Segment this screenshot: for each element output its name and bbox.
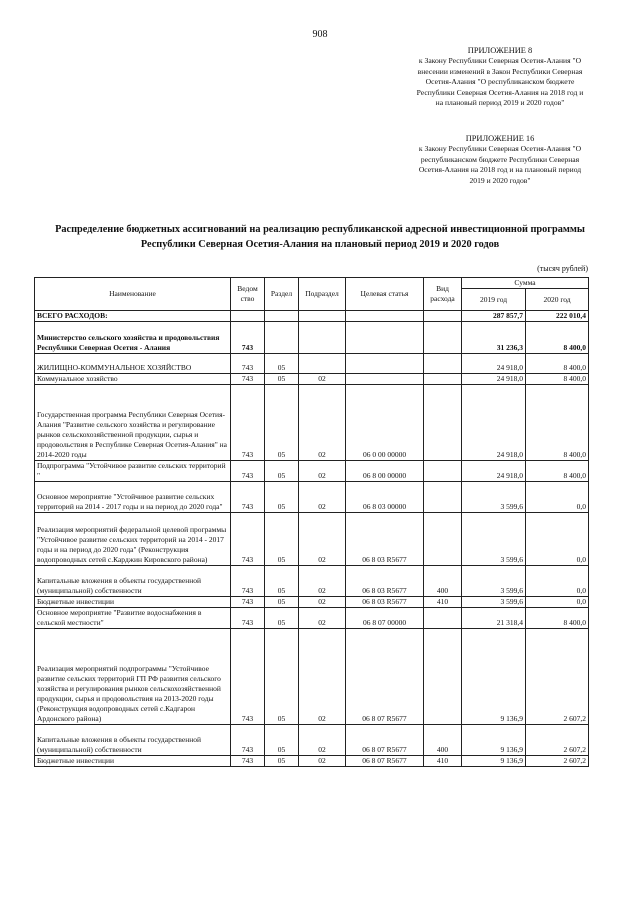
page-number: 908 — [312, 29, 328, 40]
appendix-8-text: к Закону Республики Северная Осетия-Алания "О внесении изменений в Закон Республики Северная Осетия-Алания "О республиканском бюджете Республики Северная Осетия-Алания на 2018 год и на плановый период 2019 и 2020 годов" — [416, 56, 584, 108]
row-ministry: 743 — [231, 628, 265, 724]
row-subsection: 02 — [299, 374, 346, 385]
row-target: 06 8 00 00000 — [346, 461, 424, 482]
row-target — [346, 354, 424, 374]
row-2020: 0,0 — [526, 512, 589, 565]
row-subsection — [299, 311, 346, 322]
row-name: Бюджетные инвестиции — [35, 755, 231, 766]
row-2019: 9 136,9 — [462, 755, 526, 766]
row-2019: 3 599,6 — [462, 565, 526, 596]
row-section: 05 — [265, 481, 299, 512]
row-name: Основное мероприятие "Развитие водоснабжения в сельской местности" — [35, 607, 231, 628]
row-ministry: 743 — [231, 481, 265, 512]
row-ministry: 743 — [231, 461, 265, 482]
row-target: 06 8 03 R5677 — [346, 565, 424, 596]
row-ministry: 743 — [231, 385, 265, 461]
row-ministry — [231, 311, 265, 322]
row-2020: 8 400,0 — [526, 374, 589, 385]
row-subsection — [299, 322, 346, 354]
appendix-16-text: к Закону Республики Северная Осетия-Алания "О республиканском бюджете Республики Северная Осетия-Алания на 2018 год и на плановый период 2019 и 2020 годов" — [418, 144, 582, 185]
row-target — [346, 322, 424, 354]
row-2019: 24 918,0 — [462, 385, 526, 461]
row-subsection: 02 — [299, 607, 346, 628]
row-2020: 2 607,2 — [526, 755, 589, 766]
row-ministry: 743 — [231, 607, 265, 628]
row-2019: 3 599,6 — [462, 596, 526, 607]
row-target: 06 8 03 R5677 — [346, 512, 424, 565]
row-2020: 0,0 — [526, 565, 589, 596]
row-name: Коммунальное хозяйство — [35, 374, 231, 385]
header-target: Целевая статья — [346, 278, 424, 311]
row-2019: 24 918,0 — [462, 374, 526, 385]
row-section: 05 — [265, 724, 299, 755]
row-subsection: 02 — [299, 565, 346, 596]
row-name: ВСЕГО РАСХОДОВ: — [35, 311, 231, 322]
row-subsection: 02 — [299, 755, 346, 766]
row-target: 06 8 03 R5677 — [346, 596, 424, 607]
row-expense-type — [424, 512, 462, 565]
appendix-8-heading: ПРИЛОЖЕНИЕ 8 — [467, 46, 533, 55]
appendix-16-block — [412, 134, 588, 186]
header-ministry: Ведом ство — [231, 278, 265, 311]
table-body — [35, 311, 589, 767]
row-section: 05 — [265, 628, 299, 724]
row-section: 05 — [265, 374, 299, 385]
row-target: 06 0 00 00000 — [346, 385, 424, 461]
table-row — [35, 596, 589, 607]
row-expense-type — [424, 385, 462, 461]
row-section — [265, 322, 299, 354]
row-target: 06 8 07 00000 — [346, 607, 424, 628]
row-expense-type — [424, 374, 462, 385]
document-title: Распределение бюджетных ассигнований на реализацию республиканской адресной инвестиционной программы Республики Северная Осетия-Алания на плановый период 2019 и 2020 годов — [55, 224, 585, 250]
row-2019: 9 136,9 — [462, 628, 526, 724]
row-ministry: 743 — [231, 322, 265, 354]
row-name: Бюджетные инвестиции — [35, 596, 231, 607]
row-expense-type — [424, 354, 462, 374]
row-2019: 24 918,0 — [462, 354, 526, 374]
row-subsection: 02 — [299, 512, 346, 565]
row-2019: 24 918,0 — [462, 461, 526, 482]
row-2020: 8 400,0 — [526, 322, 589, 354]
appendix-16-heading: ПРИЛОЖЕНИЕ 16 — [465, 134, 535, 143]
row-subsection: 02 — [299, 481, 346, 512]
row-2019: 287 857,7 — [462, 311, 526, 322]
header-subsection: Подраздел — [299, 278, 346, 311]
row-section: 05 — [265, 755, 299, 766]
row-name: Основное мероприятие "Устойчивое развитие сельских территорий на 2014 - 2017 годы и на период до 2020 года" — [35, 481, 231, 512]
budget-table — [34, 277, 589, 767]
table-row — [35, 311, 589, 322]
row-name: ЖИЛИЩНО-КОММУНАЛЬНОЕ ХОЗЯЙСТВО — [35, 354, 231, 374]
row-section: 05 — [265, 385, 299, 461]
row-expense-type — [424, 628, 462, 724]
row-expense-type: 400 — [424, 565, 462, 596]
row-name: Капитальные вложения в объекты государственной (муниципальной) собственности — [35, 565, 231, 596]
row-ministry: 743 — [231, 724, 265, 755]
header-name: Наименование — [35, 278, 231, 311]
table-row — [35, 461, 589, 482]
row-target: 06 8 07 R5677 — [346, 724, 424, 755]
row-2019: 9 136,9 — [462, 724, 526, 755]
table-row — [35, 481, 589, 512]
row-name: Реализация мероприятий подпрограммы "Устойчивое развитие сельских территорий ГП РФ развития сельского хозяйства и регулирования рынков сельскохозяйственной продукции, сырья и продовольствия на 2013-2020 годы (Реконструкция водопроводных сетей с.Кадгарон Ардонского района) — [35, 628, 231, 724]
row-ministry: 743 — [231, 512, 265, 565]
row-section: 05 — [265, 565, 299, 596]
row-2019: 3 599,6 — [462, 481, 526, 512]
row-2019: 31 236,3 — [462, 322, 526, 354]
row-ministry: 743 — [231, 755, 265, 766]
row-2020: 222 010,4 — [526, 311, 589, 322]
table-row — [35, 374, 589, 385]
table-row — [35, 385, 589, 461]
units-label: (тысяч рублей) — [537, 264, 588, 273]
row-expense-type — [424, 311, 462, 322]
row-2020: 0,0 — [526, 596, 589, 607]
row-2020: 2 607,2 — [526, 724, 589, 755]
row-2019: 3 599,6 — [462, 512, 526, 565]
row-name: Министерство сельского хозяйства и продовольствия Республики Северная Осетия - Алания — [35, 322, 231, 354]
row-2020: 8 400,0 — [526, 461, 589, 482]
row-name: Подпрограмма "Устойчивое развитие сельских территорий " — [35, 461, 231, 482]
row-section: 05 — [265, 596, 299, 607]
row-subsection: 02 — [299, 461, 346, 482]
row-expense-type: 410 — [424, 596, 462, 607]
row-expense-type: 410 — [424, 755, 462, 766]
row-subsection: 02 — [299, 385, 346, 461]
row-2020: 8 400,0 — [526, 354, 589, 374]
table-row — [35, 607, 589, 628]
row-2020: 0,0 — [526, 481, 589, 512]
row-target — [346, 311, 424, 322]
header-2019: 2019 год — [462, 289, 526, 311]
row-target: 06 8 03 00000 — [346, 481, 424, 512]
row-ministry: 743 — [231, 565, 265, 596]
header-expense-type: Вид расхода — [424, 278, 462, 311]
table-row — [35, 354, 589, 374]
header-section: Раздел — [265, 278, 299, 311]
table-row — [35, 512, 589, 565]
row-ministry: 743 — [231, 596, 265, 607]
row-section: 05 — [265, 607, 299, 628]
row-section — [265, 311, 299, 322]
row-ministry: 743 — [231, 374, 265, 385]
row-target: 06 8 07 R5677 — [346, 628, 424, 724]
row-section: 05 — [265, 461, 299, 482]
row-target: 06 8 07 R5677 — [346, 755, 424, 766]
row-2020: 8 400,0 — [526, 385, 589, 461]
row-expense-type: 400 — [424, 724, 462, 755]
header-sum: Сумма — [462, 278, 589, 289]
row-name: Реализация мероприятий федеральной целевой программы "Устойчивое развитие сельских территорий на 2014 - 2017 годы и на период до 2020 года" (Реконструкция водопроводных сетей с.Карджин Кировского района) — [35, 512, 231, 565]
row-section: 05 — [265, 354, 299, 374]
table-row — [35, 628, 589, 724]
appendix-8-block — [412, 46, 588, 108]
row-expense-type — [424, 607, 462, 628]
row-target — [346, 374, 424, 385]
table-row — [35, 724, 589, 755]
row-2020: 8 400,0 — [526, 607, 589, 628]
row-2020: 2 607,2 — [526, 628, 589, 724]
row-section: 05 — [265, 512, 299, 565]
row-subsection: 02 — [299, 628, 346, 724]
row-name: Государственная программа Республики Северная Осетия-Алания "Развитие сельского хозяйства и регулирование рынков сельскохозяйственной продукции, сырья и продовольствия в Республике Северная Осетия-Алания" на 2014-2020 годы — [35, 385, 231, 461]
table-row — [35, 565, 589, 596]
header-2020: 2020 год — [526, 289, 589, 311]
row-expense-type — [424, 322, 462, 354]
row-subsection: 02 — [299, 596, 346, 607]
row-ministry: 743 — [231, 354, 265, 374]
row-expense-type — [424, 481, 462, 512]
table-row — [35, 322, 589, 354]
row-name: Капитальные вложения в объекты государственной (муниципальной) собственности — [35, 724, 231, 755]
row-2019: 21 318,4 — [462, 607, 526, 628]
row-subsection: 02 — [299, 724, 346, 755]
row-subsection — [299, 354, 346, 374]
row-expense-type — [424, 461, 462, 482]
table-row — [35, 755, 589, 766]
